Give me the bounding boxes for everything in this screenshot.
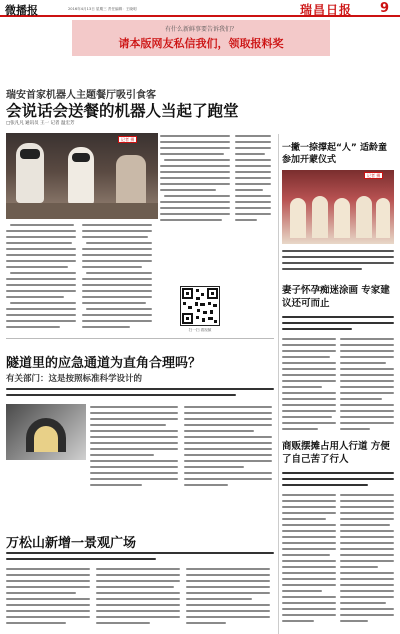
section-divider xyxy=(6,338,274,339)
paint-headline: 妻子怀孕痴迷涂画 专家建议还可而止 xyxy=(282,285,390,309)
plaza-lead xyxy=(6,550,274,564)
paint-lead xyxy=(282,314,394,332)
vendor-lead xyxy=(282,470,394,488)
tunnel-body xyxy=(90,404,276,516)
page-number: 9 xyxy=(380,1,390,16)
plaza-body xyxy=(6,566,276,632)
qr-code[interactable] xyxy=(180,286,220,326)
lead-byline: □张凡凡 通讯员 王一 记者 温宏芳 xyxy=(6,121,75,126)
paint-body xyxy=(282,336,394,438)
tunnel-lead xyxy=(6,386,274,400)
lead-kicker: 瑞安首家机器人主题餐厅吸引食客 xyxy=(6,90,156,101)
qr-code-icon xyxy=(181,287,219,325)
plaza-headline: 万松山新增一景观广场 xyxy=(6,536,137,551)
tunnel-photo xyxy=(6,404,86,460)
sidebar-caption-lines xyxy=(282,248,394,278)
masthead: 瑞昌日报 xyxy=(300,3,353,17)
banner-line-1: 有什么新鲜事要告诉我们？ xyxy=(164,26,237,33)
sidebar-photo xyxy=(282,170,394,244)
sidebar-photo-caption: 记者 摄 xyxy=(364,172,383,179)
lead-body-col-1 xyxy=(6,222,78,334)
sidebar-headline: 一撇一捺撑起“人” 适龄童参加开蒙仪式 xyxy=(282,143,387,165)
tunnel-subhead: 有关部门：这是按照标准科学设计的 xyxy=(6,374,143,384)
section-title: 微播报 xyxy=(5,4,38,17)
reader-banner[interactable] xyxy=(72,20,330,56)
lead-photo-caption: 记者 摄 xyxy=(118,136,137,143)
lead-headline: 会说话会送餐的机器人当起了跑堂 xyxy=(6,102,239,120)
page-header xyxy=(0,0,400,17)
lead-body-col-4 xyxy=(235,133,273,283)
lead-body-col-2 xyxy=(82,222,154,334)
date-line: 2016年4月13日 星期三 责任编辑：王晓明 xyxy=(68,7,137,11)
column-rule xyxy=(278,134,279,634)
vendor-body xyxy=(282,492,394,632)
vendor-headline: 商贩摆摊占用人行道 方便了自己苦了行人 xyxy=(282,441,390,465)
qr-caption: 扫一扫 看视频 xyxy=(188,328,212,332)
banner-line-2: 请本版网友私信我们，领取报料奖 xyxy=(118,37,284,50)
lead-body-col-3 xyxy=(160,133,232,283)
tunnel-headline: 隧道里的应急通道为直角合理吗？ xyxy=(6,356,202,371)
lead-photo xyxy=(6,133,158,219)
